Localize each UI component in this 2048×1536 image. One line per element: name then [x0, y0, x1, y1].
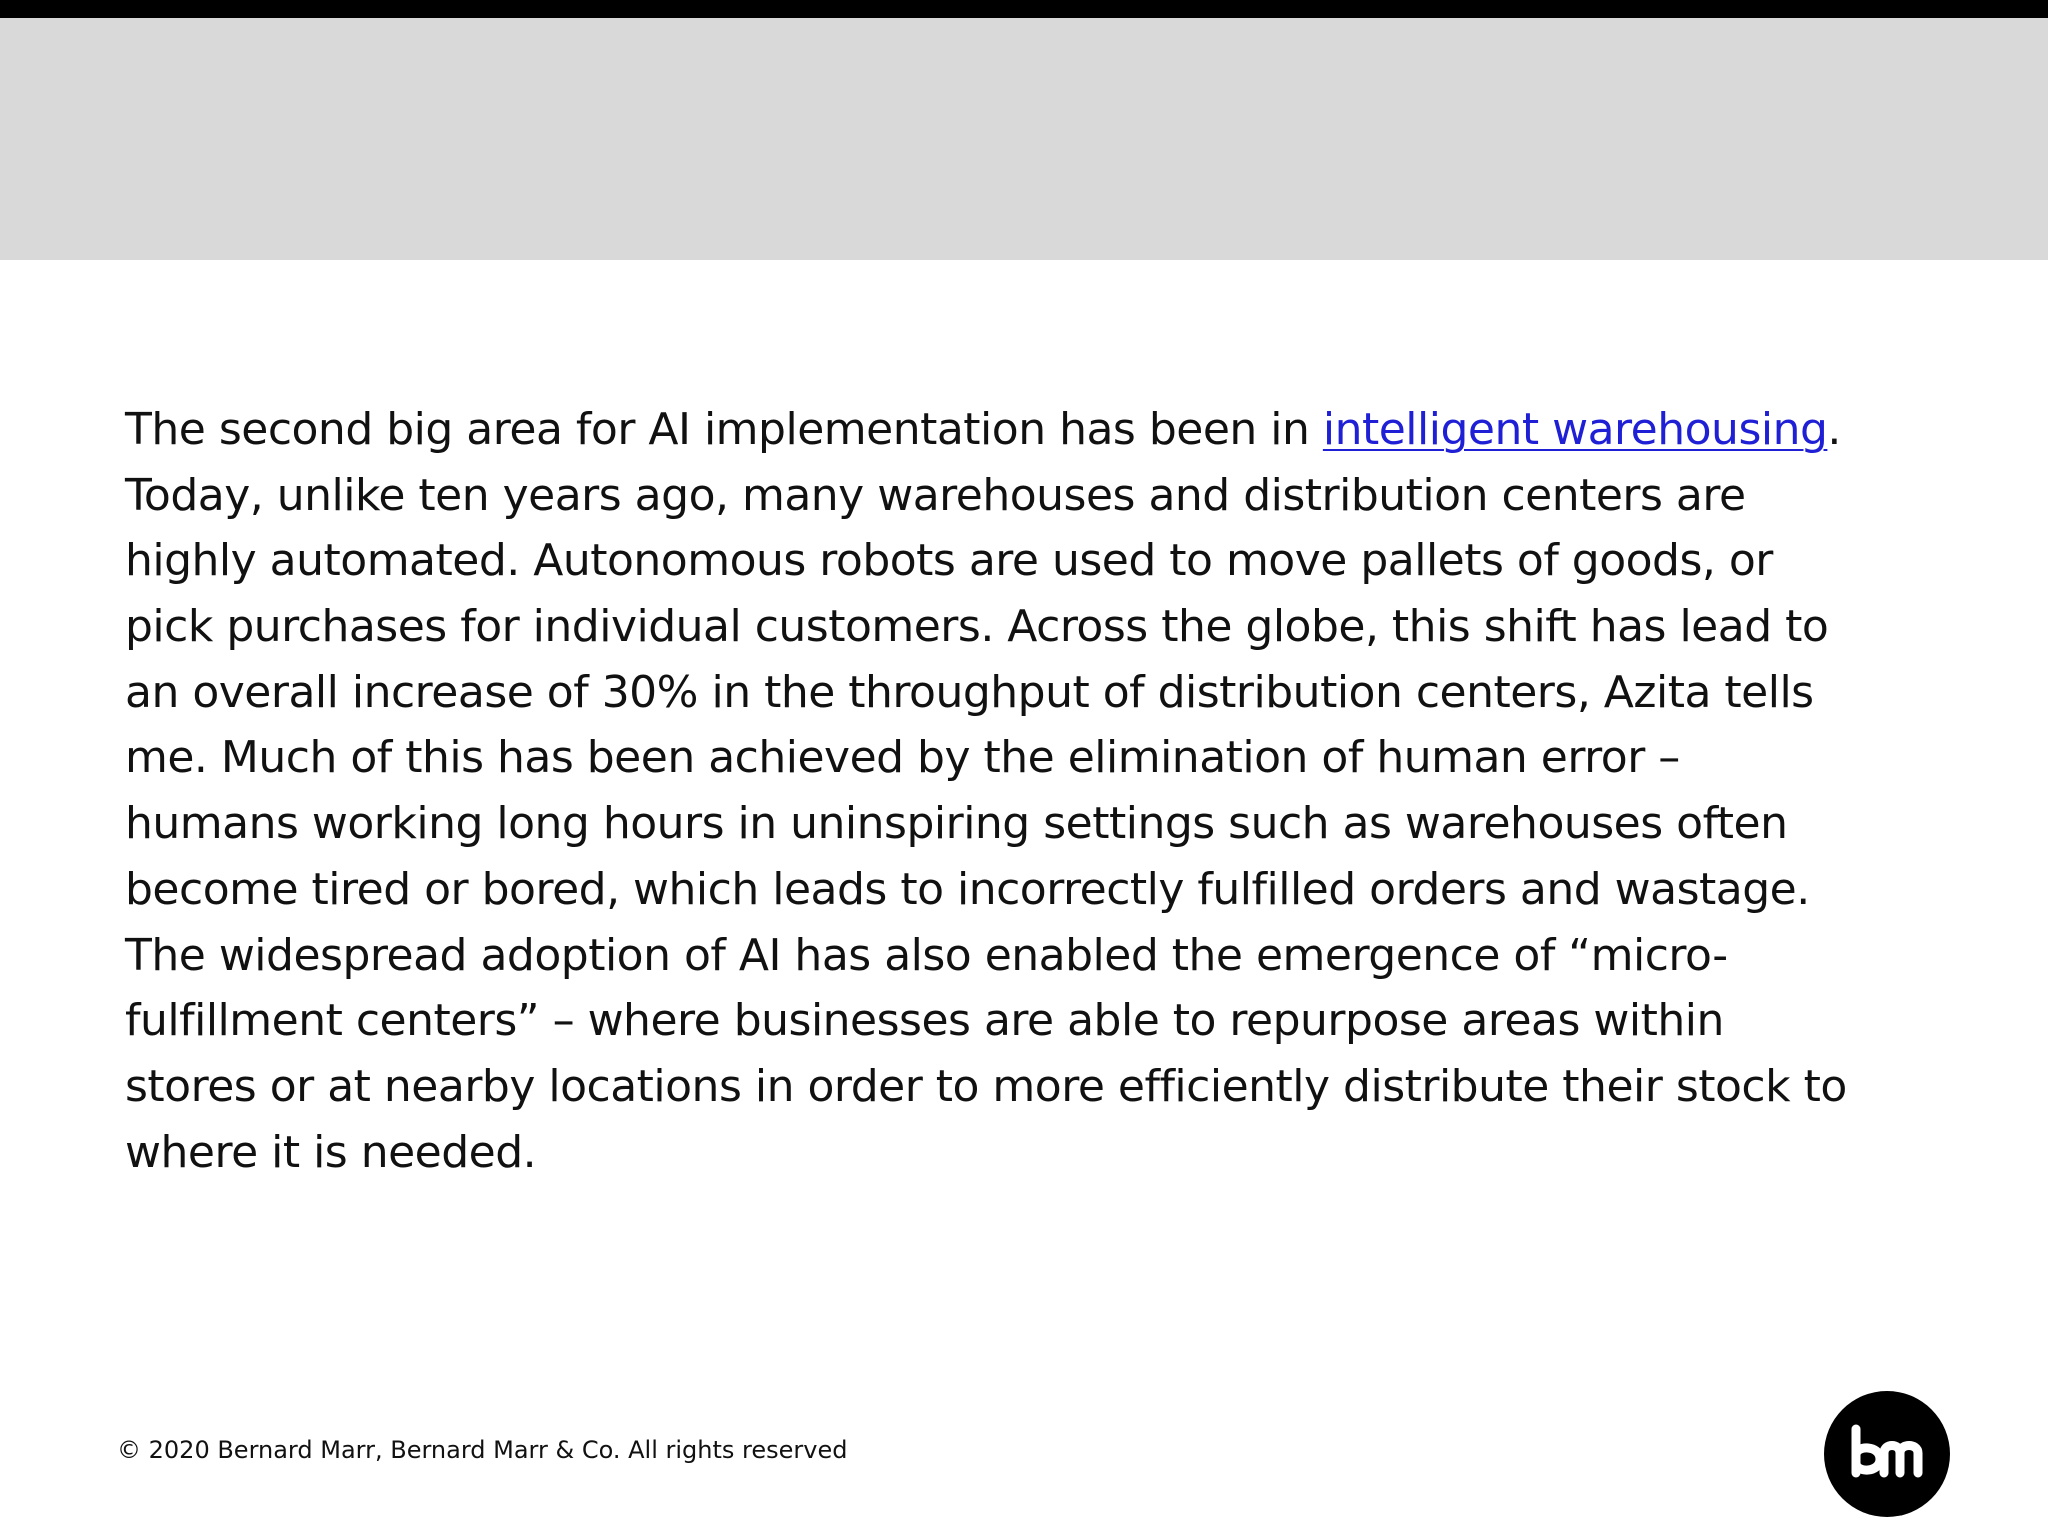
footer-copyright: © 2020 Bernard Marr, Bernard Marr & Co. All rights reserved	[117, 1436, 848, 1464]
paragraph-line-3: highly automated. Autonomous robots are used to move pallets of goods, or	[125, 535, 1773, 587]
paragraph-line-12: where it is needed.	[125, 1126, 537, 1178]
bm-logo-icon	[1824, 1391, 1950, 1517]
paragraph-line-1-after: .	[1827, 404, 1841, 455]
paragraph-line-6: me. Much of this has been achieved by the elimination of human error –	[125, 732, 1680, 784]
paragraph-line-5: an overall increase of 30% in the throughput of distribution centers, Azita tells	[125, 666, 1814, 718]
header-band	[0, 18, 2048, 260]
intelligent-warehousing-link[interactable]: intelligent warehousing	[1322, 404, 1828, 455]
paragraph-line-10: fulfillment centers” – where businesses are able to repurpose areas within	[125, 995, 1724, 1047]
paragraph-line-11: stores or at nearby locations in order to more efficiently distribute their stock to	[125, 1060, 1847, 1112]
paragraph-line-4: pick purchases for individual customers. Across the globe, this shift has lead to	[125, 601, 1829, 653]
top-bar	[0, 0, 2048, 18]
paragraph-line-2: Today, unlike ten years ago, many warehouses and distribution centers are	[125, 469, 1746, 521]
paragraph-line-8: become tired or bored, which leads to incorrectly fulfilled orders and wastage.	[125, 863, 1810, 915]
body-paragraph	[125, 397, 1965, 1185]
paragraph-line-9: The widespread adoption of AI has also enabled the emergence of “micro-	[125, 929, 1728, 981]
paragraph-line-7: humans working long hours in uninspiring settings such as warehouses often	[125, 798, 1788, 850]
paragraph-line-1-before: The second big area for AI implementation has been in	[125, 404, 1323, 455]
bm-logo-mark	[1824, 1391, 1950, 1517]
paragraph-line-1	[125, 397, 1965, 463]
